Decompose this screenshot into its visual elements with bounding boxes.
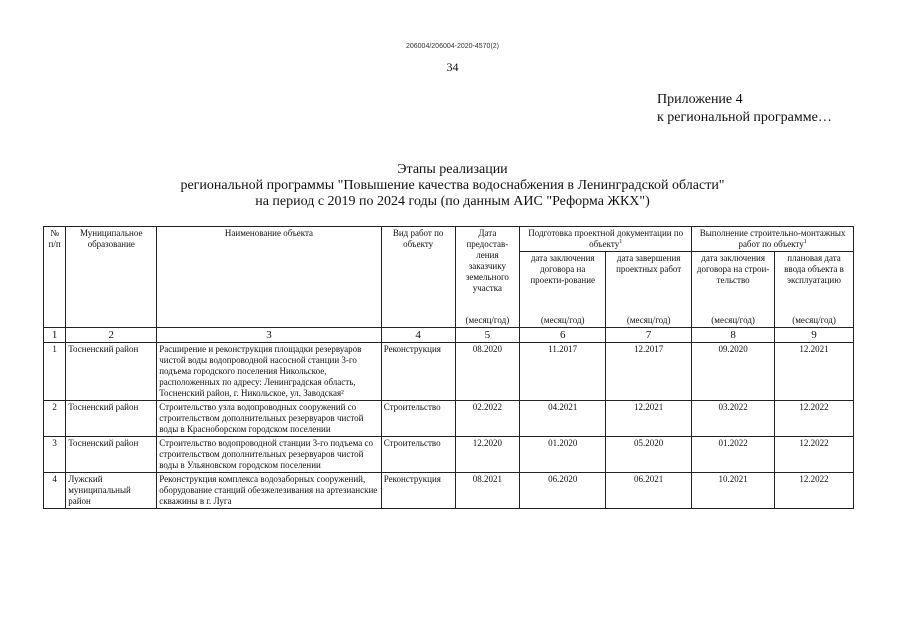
col-header-land-date: Дата предостав-ления заказчику земельного участка xyxy=(455,227,520,315)
appendix-line-2: к региональной программе… xyxy=(657,110,832,125)
cell-municipality: Лужский муниципальный район xyxy=(66,473,157,509)
cell-design-contract: 11.2017 xyxy=(520,343,606,401)
col-header-object: Наименование объекта xyxy=(157,227,381,328)
cell-construction-contract: 01.2022 xyxy=(692,437,775,473)
column-number: 9 xyxy=(775,328,854,343)
document-id: 206004/206004-2020-4570(2) xyxy=(405,43,500,50)
col-header-construction-contract: дата заключения договора на строи-тельство xyxy=(692,252,775,315)
cell-design-contract: 01.2020 xyxy=(520,437,606,473)
col-header-num: № п/п xyxy=(44,227,66,328)
cell-object: Расширение и реконструкция площадки резервуаров чистой воды водопроводной насосной станции 3-го подъема городского поселения Никольское, расположенных по адресу: Ленинградская область, Тосненский район, г. Никольское, ул. Заводская² xyxy=(157,343,381,401)
cell-work-type: Строительство xyxy=(381,437,455,473)
page-number: 34 xyxy=(446,60,459,74)
column-number: 8 xyxy=(692,328,775,343)
col-header-work-type: Вид работ по объекту xyxy=(381,227,455,328)
table-row xyxy=(44,401,854,437)
unit-label: (месяц/год) xyxy=(520,314,606,328)
stages-table xyxy=(43,226,854,509)
col-header-design-end: дата завершения проектных работ xyxy=(606,252,692,315)
cell-commissioning: 12.2022 xyxy=(775,473,854,509)
col-header-commissioning: плановая дата ввода объекта в эксплуатацию xyxy=(775,252,854,315)
unit-label: (месяц/год) xyxy=(775,314,854,328)
cell-num: 4 xyxy=(44,473,66,509)
cell-construction-contract: 10.2021 xyxy=(692,473,775,509)
column-number-row xyxy=(44,328,854,343)
cell-num: 1 xyxy=(44,343,66,401)
column-number: 5 xyxy=(455,328,520,343)
cell-design-end: 06.2021 xyxy=(606,473,692,509)
cell-work-type: Реконструкция xyxy=(381,473,455,509)
unit-label: (месяц/год) xyxy=(455,314,520,328)
cell-land-date: 12.2020 xyxy=(455,437,520,473)
cell-commissioning: 12.2022 xyxy=(775,401,854,437)
cell-work-type: Реконструкция xyxy=(381,343,455,401)
cell-design-end: 12.2017 xyxy=(606,343,692,401)
cell-land-date: 08.2021 xyxy=(455,473,520,509)
column-number: 6 xyxy=(520,328,606,343)
appendix-line-1: Приложение 4 xyxy=(657,92,743,107)
cell-construction-contract: 09.2020 xyxy=(692,343,775,401)
col-header-municipality: Муниципальное образование xyxy=(66,227,157,328)
cell-commissioning: 12.2022 xyxy=(775,437,854,473)
cell-num: 3 xyxy=(44,437,66,473)
cell-object: Реконструкция комплекса водозаборных сооружений, оборудование станций обезжелезивания на артезианские скважины в г. Луга xyxy=(157,473,381,509)
cell-commissioning: 12.2021 xyxy=(775,343,854,401)
col-header-design-contract: дата заключения договора на проекти-рование xyxy=(520,252,606,315)
cell-object: Строительство узла водопроводных сооружений со строительством дополнительных резервуаров чистой воды в Красноборском городском поселении xyxy=(157,401,381,437)
title-line-1: Этапы реализации xyxy=(397,162,508,177)
col-header-construction-group: Выполнение строительно-монтажных работ по объекту$^1$ xyxy=(692,227,854,252)
cell-design-end: 12.2021 xyxy=(606,401,692,437)
title-line-3: на период с 2019 по 2024 годы (по данным АИС "Реформа ЖКХ") xyxy=(255,194,650,209)
cell-construction-contract: 03.2022 xyxy=(692,401,775,437)
unit-label: (месяц/год) xyxy=(606,314,692,328)
col-header-design-group: Подготовка проектной документации по объекту$^1$ xyxy=(520,227,692,252)
cell-object: Строительство водопроводной станции 3-го подъема со строительством дополнительных резервуаров чистой воды в Ульяновском городском поселении xyxy=(157,437,381,473)
column-number: 1 xyxy=(44,328,66,343)
cell-design-contract: 06.2020 xyxy=(520,473,606,509)
cell-land-date: 08.2020 xyxy=(455,343,520,401)
cell-municipality: Тосненский район xyxy=(66,343,157,401)
table-row xyxy=(44,473,854,509)
title-line-2: региональной программы "Повышение качества водоснабжения в Ленинградской области" xyxy=(180,178,725,193)
column-number: 2 xyxy=(66,328,157,343)
cell-municipality: Тосненский район xyxy=(66,437,157,473)
table-row xyxy=(44,437,854,473)
document-title xyxy=(0,162,905,210)
cell-design-end: 05.2020 xyxy=(606,437,692,473)
column-number: 3 xyxy=(157,328,381,343)
unit-label: (месяц/год) xyxy=(692,314,775,328)
column-number: 4 xyxy=(381,328,455,343)
table-row xyxy=(44,343,854,401)
appendix-caption xyxy=(657,91,832,127)
cell-design-contract: 04.2021 xyxy=(520,401,606,437)
column-number: 7 xyxy=(606,328,692,343)
cell-work-type: Строительство xyxy=(381,401,455,437)
cell-land-date: 02.2022 xyxy=(455,401,520,437)
cell-municipality: Тосненский район xyxy=(66,401,157,437)
cell-num: 2 xyxy=(44,401,66,437)
